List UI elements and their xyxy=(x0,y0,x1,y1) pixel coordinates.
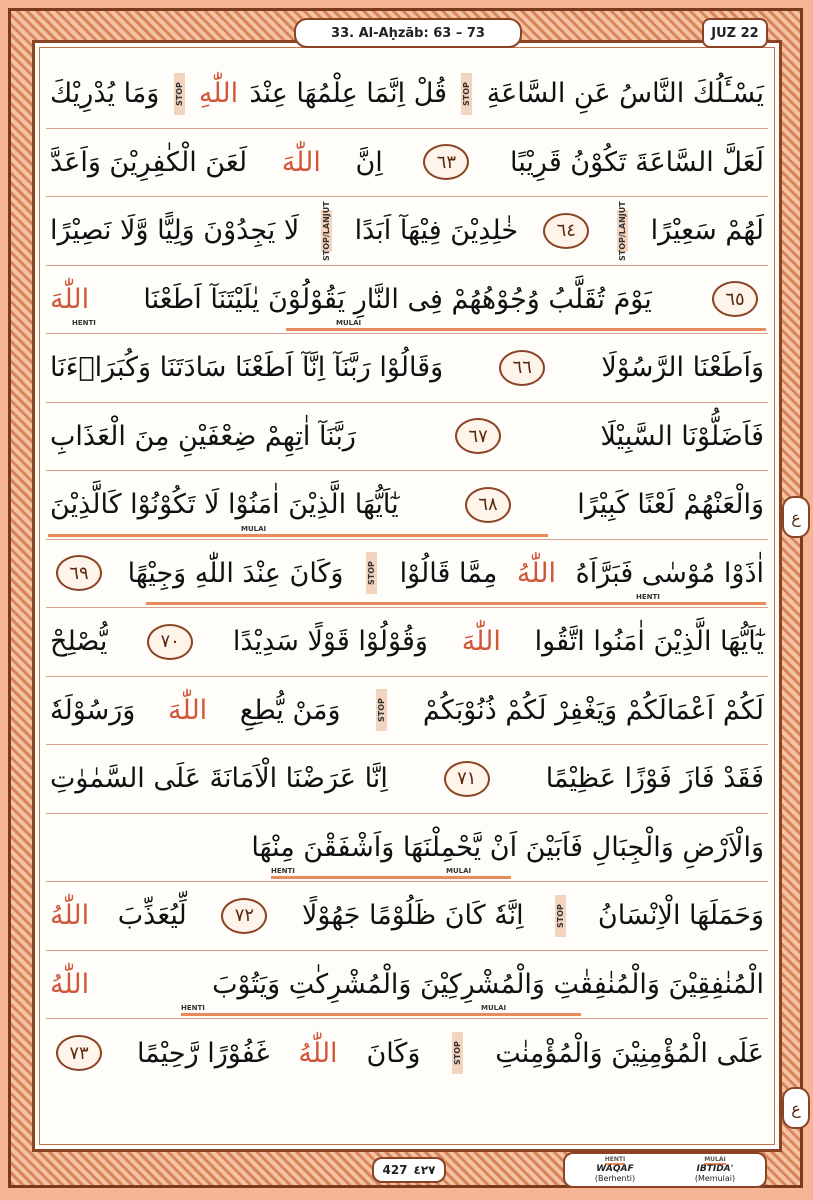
text-line-14 xyxy=(46,951,768,1020)
verse-text: فَقَدْ فَازَ فَوْزًا عَظِيْمًا xyxy=(545,763,764,795)
waqaf-ibtida-legend xyxy=(563,1152,767,1188)
verse-text: يٰٓاَيُّهَا الَّذِيْنَ اٰمَنُوْا لَا تَكُوْنُوْا كَالَّذِيْنَ xyxy=(50,489,399,521)
stop-mark: STOP xyxy=(452,1032,463,1074)
allah-word: اللّٰهَ xyxy=(281,146,321,178)
verse-text: مِمَّا قَالُوْا xyxy=(399,557,498,589)
verse-text: لَعَلَّ السَّاعَةَ تَكُوْنُ قَرِيْبًا xyxy=(510,146,764,178)
ruku-marker: ع xyxy=(782,496,810,538)
verse-text: وَكَانَ xyxy=(366,1037,421,1069)
ayah-marker: ٦٨ xyxy=(465,487,511,523)
verse-text: وَالْعَنْهُمْ لَعْنًا كَبِيْرًا xyxy=(577,489,764,521)
text-line-15 xyxy=(46,1019,768,1088)
text-line-9 xyxy=(46,608,768,677)
stop-mark: STOP xyxy=(174,73,185,115)
allah-word: اللّٰهَ xyxy=(50,283,90,315)
henti-underline xyxy=(146,602,766,605)
ayah-marker: ٧٠ xyxy=(147,624,193,660)
stop-mark: STOP xyxy=(376,689,387,731)
verse-text: اِنَّ xyxy=(355,146,383,178)
verse-text: لَعَنَ الْكٰفِرِيْنَ وَاَعَدَّ xyxy=(50,146,248,178)
verse-text: لَكُمْ اَعْمَالَكُمْ وَيَغْفِرْ لَكُمْ ذُنُوْبَكُمْ xyxy=(422,694,764,726)
stop-lanjut-mark: STOP/LANJUT xyxy=(322,200,332,261)
legend-waqaf-text: WAQAF xyxy=(596,1164,634,1175)
ayah-marker: ٦٧ xyxy=(455,418,501,454)
ayah-marker: ٦٩ xyxy=(56,555,102,591)
legend-henti-label: HENTI xyxy=(605,1157,625,1165)
text-line-2 xyxy=(46,129,768,198)
verse-text: رَبَّنَآ اٰتِهِمْ ضِعْفَيْنِ مِنَ الْعَذَابِ xyxy=(50,420,356,452)
verse-text: اِنَّا عَرَضْنَا الْاَمَانَةَ عَلَى السَّمٰوٰتِ xyxy=(50,763,388,795)
verse-text: يَوْمَ تُقَلَّبُ وُجُوْهُهُمْ فِى النَّارِ يَقُوْلُوْنَ يٰلَيْتَنَآ اَطَعْنَا xyxy=(143,283,652,315)
text-line-10 xyxy=(46,677,768,746)
verse-text: اِنَّهٗ كَانَ ظَلُوْمًا جَهُوْلًا xyxy=(301,900,524,932)
text-line-5 xyxy=(46,334,768,403)
page-number-arabic: ٤٢٧ xyxy=(413,1163,436,1177)
ayah-marker: ٦٥ xyxy=(712,281,758,317)
ayah-marker: ٧١ xyxy=(444,761,490,797)
legend-ibtida-sub: (Memulai) xyxy=(694,1173,736,1183)
juz-label: JUZ 22 xyxy=(702,18,768,48)
verse-text: وَحَمَلَهَا الْاِنْسَانُ xyxy=(597,900,764,932)
text-line-12 xyxy=(46,814,768,883)
stop-lanjut-mark: STOP/LANJUT xyxy=(618,200,628,261)
stop-mark: STOP xyxy=(555,895,566,937)
verse-text: الْمُنٰفِقِيْنَ وَالْمُنٰفِقٰتِ وَالْمُشْرِكِيْنَ وَالْمُشْرِكٰتِ وَيَتُوْبَ xyxy=(212,968,764,1000)
legend-mulai-label: MULAI xyxy=(704,1157,726,1165)
verse-text: يَسْـَٔلُكَ النَّاسُ عَنِ السَّاعَةِ xyxy=(486,78,764,110)
mulai-underline xyxy=(48,534,548,537)
henti-mulai-underline xyxy=(181,1013,581,1016)
verse-text: خٰلِدِيْنَ فِيْهَآ اَبَدًا xyxy=(354,215,519,247)
legend-ibtida-text: IBTIDA' xyxy=(696,1164,734,1175)
legend-ibtida xyxy=(695,1154,735,1186)
allah-word: اللّٰهُ xyxy=(298,1037,338,1069)
verse-text: وَقَالُوْا رَبَّنَآ اِنَّآ اَطَعْنَا سَادَتَنَا وَكُبَرَاۤءَنَا xyxy=(50,352,444,384)
text-line-11 xyxy=(46,745,768,814)
allah-word: اللّٰهُ xyxy=(516,557,557,589)
verse-text: لِّيُعَذِّبَ xyxy=(117,900,187,932)
henti-tag: HENTI xyxy=(636,593,660,601)
verse-text: وَرَسُوْلَهٗ xyxy=(50,694,136,726)
verse-text: وَالْاَرْضِ وَالْجِبَالِ فَاَبَيْنَ اَنْ يَّحْمِلْنَهَا وَاَشْفَقْنَ مِنْهَا xyxy=(251,831,764,863)
text-line-8 xyxy=(46,540,768,609)
mulai-tag: MULAI xyxy=(241,524,267,533)
allah-word: اللّٰهَ xyxy=(461,626,501,658)
text-line-7 xyxy=(46,471,768,540)
verse-text: غَفُوْرًا رَّحِيْمًا xyxy=(136,1037,270,1069)
mulai-tag: MULAI xyxy=(446,867,472,875)
verse-text: يٰٓاَيُّهَا الَّذِيْنَ اٰمَنُوا اتَّقُوا xyxy=(534,626,764,658)
legend-waqaf-sub: (Berhenti) xyxy=(594,1173,636,1183)
henti-mulai-underline xyxy=(286,328,766,331)
text-line-4 xyxy=(46,266,768,335)
allah-word: اللّٰهُ xyxy=(50,900,90,932)
ayah-marker: ٦٣ xyxy=(423,144,469,180)
ayah-marker: ٦٦ xyxy=(499,350,545,386)
allah-word: اللّٰهَ xyxy=(168,694,208,726)
henti-mulai-underline xyxy=(271,876,511,879)
stop-mark: STOP xyxy=(461,73,472,115)
ayah-marker: ٧٣ xyxy=(56,1035,102,1071)
verse-text: فَاَضَلُّوْنَا السَّبِيْلَا xyxy=(600,420,764,452)
page-number-latin: 427 xyxy=(382,1163,408,1177)
henti-tag: HENTI xyxy=(72,319,96,327)
verse-text: قُلْ اِنَّمَا عِلْمُهَا عِنْدَ xyxy=(249,78,448,110)
surah-header: 33. Al-Aḥzāb: 63 – 73 xyxy=(294,18,522,48)
henti-tag: HENTI xyxy=(181,1004,205,1012)
text-line-13 xyxy=(46,882,768,951)
verse-text: وَمَنْ يُّطِعِ xyxy=(239,694,341,726)
text-line-6 xyxy=(46,403,768,472)
ruku-marker: ع xyxy=(782,1087,810,1129)
verse-text: اٰذَوْا مُوْسٰى فَبَرَّاَهُ xyxy=(575,557,764,589)
page-number xyxy=(372,1157,446,1183)
verse-text: وَاَطَعْنَا الرَّسُوْلَا xyxy=(601,352,764,384)
mulai-tag: MULAI xyxy=(336,319,362,327)
mulai-tag: MULAI xyxy=(481,1004,507,1012)
ayah-marker: ٦٤ xyxy=(543,213,589,249)
allah-word: اللّٰهُ xyxy=(50,968,90,1000)
legend-waqaf xyxy=(595,1154,635,1186)
verse-text: لَهُمْ سَعِيْرًا xyxy=(650,215,764,247)
verse-text: وَكَانَ عِنْدَ اللّٰهِ وَجِيْهًا xyxy=(127,557,344,589)
verse-text: وَقُوْلُوْا قَوْلًا سَدِيْدًا xyxy=(232,626,428,658)
text-line-3 xyxy=(46,197,768,266)
verse-text: وَمَا يُدْرِيْكَ xyxy=(50,78,160,110)
verse-text: لَا يَجِدُوْنَ وَلِيًّا وَّلَا نَصِيْرًا xyxy=(50,215,300,247)
allah-word: اللّٰهِ xyxy=(198,78,239,110)
ayah-marker: ٧٢ xyxy=(221,898,267,934)
verse-text: يُّصْلِحْ xyxy=(50,626,108,658)
quran-text xyxy=(46,60,768,1088)
stop-mark: STOP xyxy=(366,552,377,594)
text-line-1 xyxy=(46,60,768,129)
henti-tag: HENTI xyxy=(271,867,295,875)
verse-text: عَلَى الْمُؤْمِنِيْنَ وَالْمُؤْمِنٰتِ xyxy=(495,1037,764,1069)
